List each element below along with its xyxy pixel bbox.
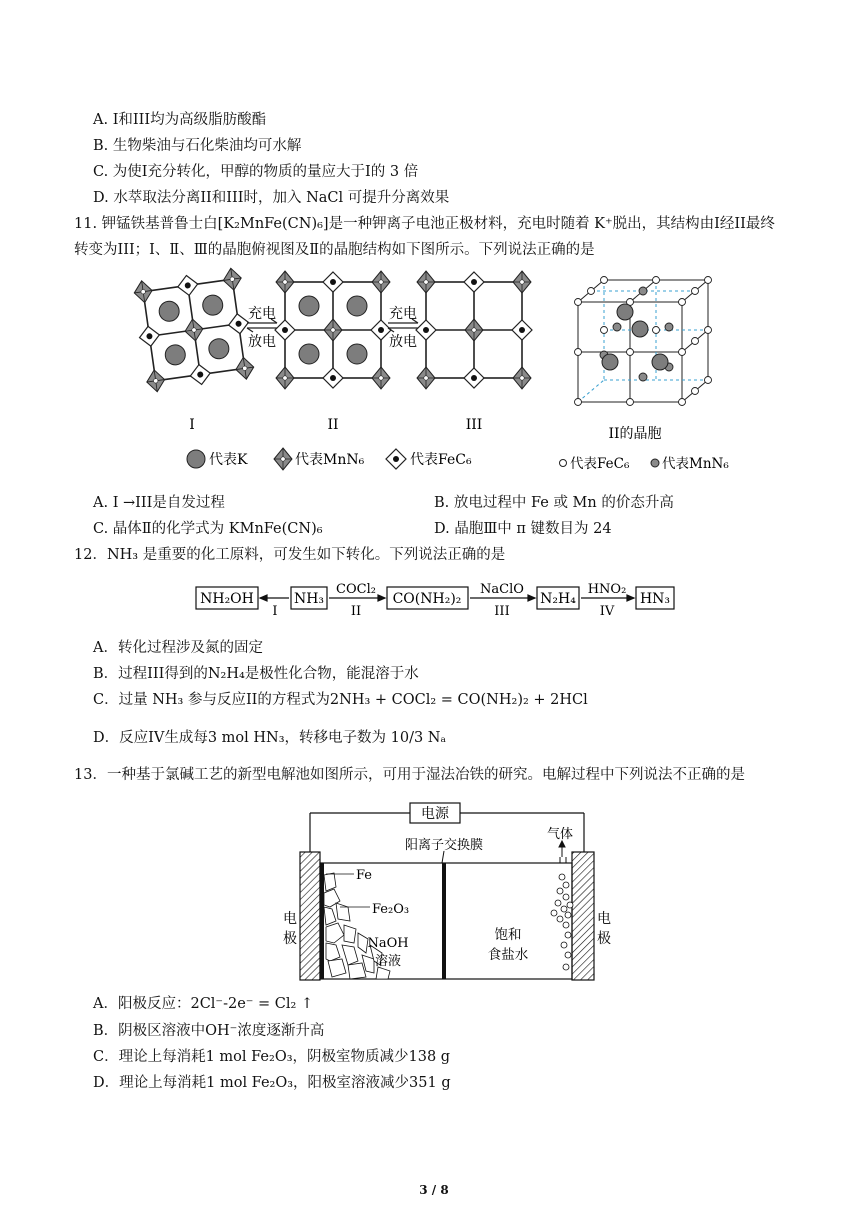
svg-text:代表MnN₆: 代表MnN₆: [295, 452, 365, 468]
q11-option-d: D. 晶胞Ⅲ中 π 键数目为 24: [434, 521, 612, 537]
legend-k: [187, 450, 248, 468]
q10-option-a: A. I和III均为高级脂肪酸酯: [93, 112, 267, 128]
q10-option-b: B. 生物柴油与石化柴油均可水解: [93, 138, 302, 154]
charge-label-1: 充电: [248, 306, 276, 322]
legend-cell-mnn6: [651, 455, 729, 472]
fe-label: Fe: [356, 868, 373, 883]
q13-electrolysis-figure: [270, 795, 620, 985]
q12-option-d: D．反应IV生成每3 mol HN₃，转移电子数为 10/3 Nₐ: [93, 730, 447, 746]
left-electrode-label-2: 极: [283, 931, 297, 947]
charge-label-2: 充电: [389, 306, 417, 322]
q13-option-b: B．阴极区溶液中OH⁻浓度逐渐升高: [93, 1023, 325, 1039]
unit-cell-atoms: [575, 277, 712, 406]
scheme-step-4: IV: [599, 604, 615, 619]
gas-bubbles: [551, 874, 573, 970]
brine-label-1: 饱和: [494, 927, 522, 943]
label-structure-i: I: [189, 417, 195, 433]
right-electrode-label-1: 电: [597, 911, 611, 927]
page-number: 3 / 8: [419, 1183, 449, 1197]
q10-option-c: C. 为使I充分转化，甲醇的物质的量应大于I的 3 倍: [93, 164, 419, 180]
svg-text:代表K: 代表K: [209, 452, 248, 468]
brine-label-2: 食盐水: [487, 947, 529, 963]
membrane-label: 阳离子交换膜: [404, 838, 484, 853]
q13-stem: 13．一种基于氯碱工艺的新型电解池如图所示，可用于湿法冶铁的研究。电解过程中下列说法不正确的是: [74, 767, 745, 783]
q12-reaction-scheme: [190, 575, 690, 625]
scheme-box-n2h4: N₂H₄: [540, 591, 576, 607]
scheme-reagent-3: NaClO: [480, 582, 524, 597]
q11-crystal-figure: [120, 262, 760, 484]
label-unit-cell: II的晶胞: [608, 426, 662, 442]
legend-fec6: [386, 449, 472, 469]
q12-option-c: C．过量 NH₃ 参与反应II的方程式为2NH₃ + COCl₂ = CO(NH₂)₂ + 2HCl: [93, 692, 588, 708]
q12-option-a: A．转化过程涉及氮的固定: [93, 640, 263, 656]
fe2o3-label: Fe₂O₃: [372, 902, 410, 917]
q11-option-a: A. I →III是自发过程: [93, 495, 225, 511]
naoh-label-2: 溶液: [374, 954, 402, 969]
label-structure-ii: II: [327, 417, 339, 433]
naoh-label-1: NaOH: [367, 936, 409, 951]
right-electrode-label-2: 极: [597, 931, 611, 947]
scheme-step-3: III: [494, 604, 510, 619]
q11-option-b: B. 放电过程中 Fe 或 Mn 的价态升高: [434, 495, 674, 511]
q13-option-a: A．阳极反应：2Cl⁻-2e⁻ = Cl₂ ↑: [93, 996, 314, 1012]
structure-ii: [275, 271, 391, 389]
scheme-box-nh3: NH₃: [293, 591, 325, 607]
unit-cell-ii: [578, 280, 708, 402]
scheme-box-hn3: HN₃: [639, 591, 671, 607]
legend-mnn6: [274, 448, 365, 470]
svg-text:代表FeC₆: 代表FeC₆: [570, 456, 630, 472]
discharge-label-1: 放电: [248, 334, 276, 350]
label-structure-iii: III: [465, 417, 483, 433]
scheme-box-urea: CO(NH₂)₂: [392, 591, 462, 607]
svg-text:代表MnN₆: 代表MnN₆: [662, 456, 729, 472]
scheme-reagent-2: COCl₂: [336, 582, 376, 597]
structure-i: [132, 267, 257, 393]
scheme-reagent-4: HNO₂: [587, 582, 627, 597]
discharge-label-2: 放电: [389, 334, 417, 350]
q13-option-d: D．理论上每消耗1 mol Fe₂O₃，阳极室溶液减少351 g: [93, 1075, 451, 1091]
scheme-box-nh2oh: NH₂OH: [200, 591, 254, 607]
q10-option-d: D. 水萃取法分离II和III时，加入 NaCl 可提升分离效果: [93, 190, 450, 206]
q12-option-b: B．过程III得到的N₂H₄是极性化合物，能混溶于水: [93, 666, 419, 682]
q13-option-c: C．理论上每消耗1 mol Fe₂O₃，阴极室物质减少138 g: [93, 1049, 451, 1065]
q11-stem-line2: 转变为III；Ⅰ、Ⅱ、Ⅲ的晶胞俯视图及Ⅱ的晶胞结构如下图所示。下列说法正确的是: [74, 242, 595, 258]
q12-stem: 12．NH₃ 是重要的化工原料，可发生如下转化。下列说法正确的是: [74, 547, 506, 563]
q11-stem-line1: 11. 钾锰铁基普鲁士白[K₂MnFe(CN)₆]是一种钾离子电池正极材料，充电时随着 K⁺脱出，其结构由I经II最终: [74, 216, 775, 232]
left-electrode-label-1: 电: [283, 911, 297, 927]
scheme-step-2: II: [350, 604, 362, 619]
structure-iii: [416, 271, 532, 389]
power-label: 电源: [421, 806, 449, 822]
q11-option-c: C. 晶体Ⅱ的化学式为 KMnFe(CN)₆: [93, 521, 323, 537]
legend-cell-fec6: [560, 455, 630, 472]
svg-text:代表FeC₆: 代表FeC₆: [410, 452, 472, 468]
scheme-step-1: I: [272, 604, 278, 619]
gas-label: 气体: [546, 827, 574, 842]
